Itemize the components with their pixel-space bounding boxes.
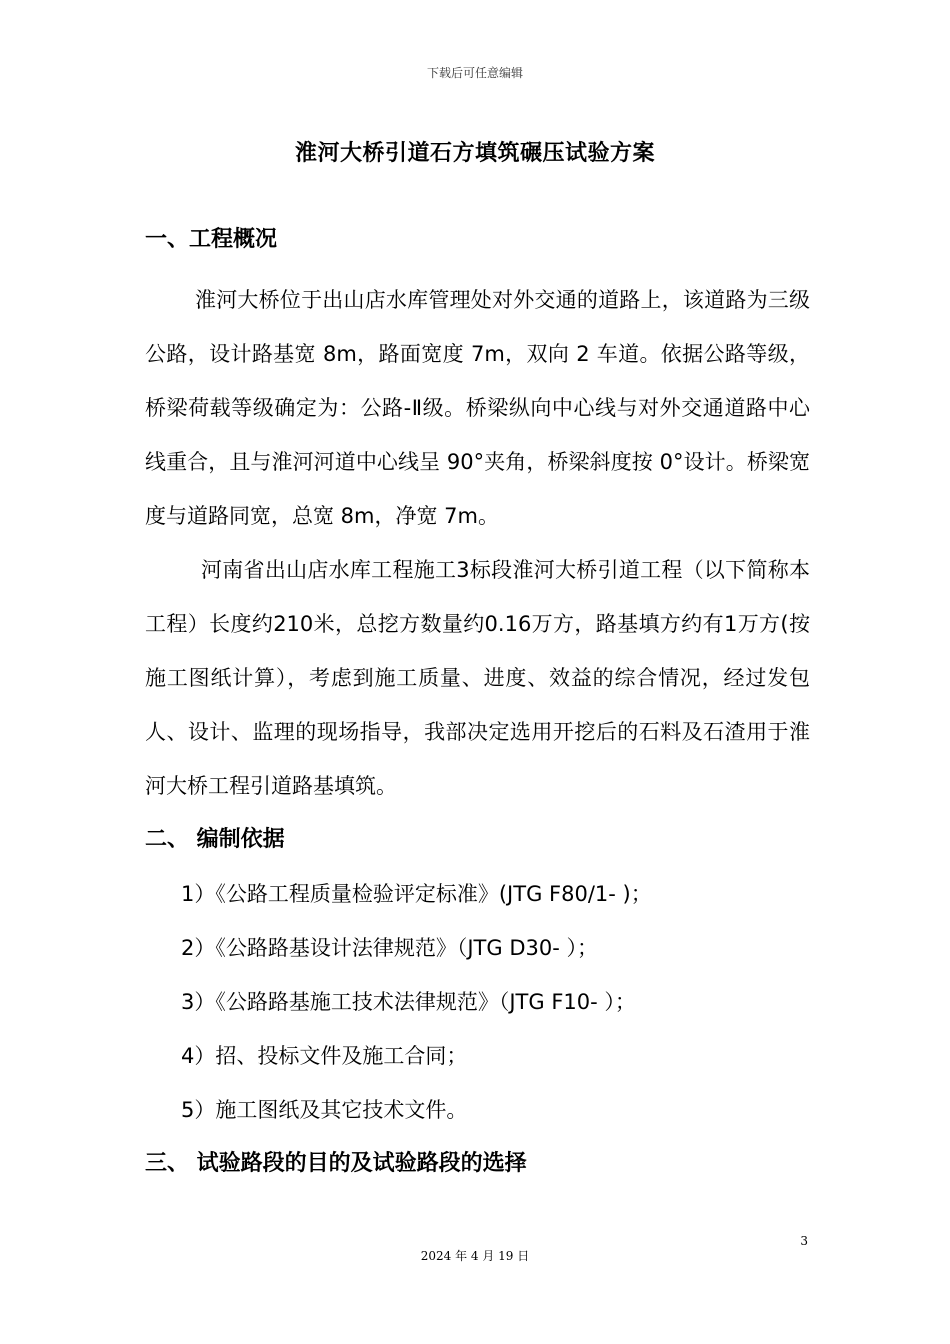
basis-list-item: 4）招、投标文件及施工合同； [181,1044,468,1068]
basis-list-item: 5）施工图纸及其它技术文件。 [181,1098,468,1122]
header-note: 下载后可任意编辑 [426,66,523,80]
section-heading-overview: 一、工程概况 [145,227,278,252]
section-heading-basis: 二、 编制依据 [145,827,285,852]
basis-list-item: 2）《公路路基设计法律规范》（JTG D30- ）； [181,936,598,960]
basis-list-item: 3）《公路路基施工技术法律规范》（JTG F10- ）； [181,990,636,1014]
overview-paragraph-2: 河南省出山店水库工程施工3标段淮河大桥引道工程（以下简称本工程）长度约210米，总挖方数量约0.16万方，路基填方约有1万方(按施工图纸计算），考虑到施工质量、进度、效益的综合情况，经过发包人、设计、监理的现场指导，我部决定选用开挖后的石料及石渣用于淮河大桥工程引道路基填筑。 [145,558,810,798]
basis-list-item: 1）《公路工程质量检验评定标准》(JTG F80/1- )； [181,882,652,906]
overview-paragraph-1: 淮河大桥位于出山店水库管理处对外交通的道路上，该道路为三级公路，设计路基宽 8m，路面宽度 7m，双向 2 车道。依据公路等级，桥梁荷载等级确定为：公路-Ⅱ级。桥梁纵向中心线与对外交通道路中心线重合，且与淮河河道中心线呈 90°夹角，桥梁斜度按 0°设计。桥梁宽度与道路同宽，总宽 8m，净宽 7m。 [145,288,810,528]
document-body [145,220,810,1191]
section-heading-test-section: 三、 试验路段的目的及试验路段的选择 [145,1151,527,1176]
footer-date: 2024 年 4 月 19 日 [420,1249,530,1263]
document-title: 淮河大桥引道石方填筑碾压试验方案 [294,141,655,166]
page-number: 3 [800,1234,808,1248]
